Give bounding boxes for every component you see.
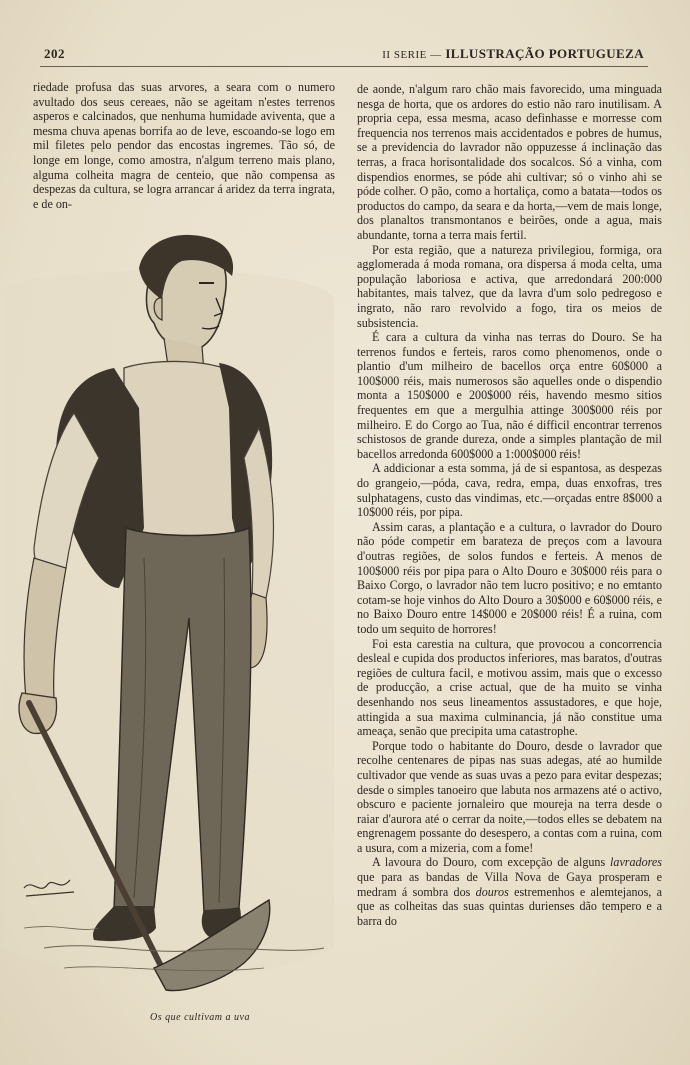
illustration-caption: Os que cultivam a uva (150, 1012, 250, 1023)
paragraph: riedade profusa das suas arvores, a seara com o numero avultado dos seus cereaes, não se ageitam n'estes terrenos asperos e calcinados, que nenhuma humidade aviventa, que a mesma chuva apenas borrifa ao de leve, escoando-se logo em mil filetes pelo pendor das encostas ingremes. Tão só, de longe em longe, como amostra, n'algum terreno mais plano, alguma colheita magra de centeio, que não compensa as despezas da cultura, se logra arrancar á aridez da terra ingrata, e de on- (33, 80, 335, 211)
series-label: II SERIE — (382, 49, 442, 61)
text-run: A lavoura do Douro, com excepção de alguns (372, 855, 611, 870)
running-head (382, 46, 644, 62)
paragraph (357, 855, 662, 928)
paragraph: Por esta região, que a natureza privilegiou, formiga, ora agglomerada á moda romana, ora dispersa á moda celta, uma população laboriosa e activa, que arredondará 200:000 habitantes, mais talvez, que da lavra d'um solo pedregoso e ingrato, não raro revolvido a fogo, tira os meios de subsistencia. (357, 242, 662, 330)
page-number: 202 (44, 46, 65, 61)
paragraph: Assim caras, a plantação e a cultura, o lavrador do Douro não póde competir em barateza de preços com a lavoura d'outras regiões, de solos fundos e ferteis. A menos de 100$000 réis por pipa para o Alto Douro e 30$000 réis para o Baixo Corgo, o lavrador não tem lucro positivo; e no emtanto cotam-se hoje vinhos do Alto Douro a 30$000 e 60$000 réis, e no Baixo Douro entre 14$000 e 20$000 réis! É a ruina, com todo um sequito de horrores! (357, 519, 662, 636)
paragraph: A addicionar a esta somma, já de si espantosa, as despezas do grangeio,—póda, cava, redra, empa, duas enxofras, tres sulphatagens, custo das vindimas, etc.—orçadas entre 8$000 a 10$000 réis, por pipa. (357, 461, 662, 520)
page-header (40, 44, 644, 64)
text-run: estremenhos e alemtejanos, a que as colheitas das suas quintas durienses dão tempero e a barra do (357, 884, 662, 928)
text-run: que para as bandas de Villa Nova de Gaya prosperam e medram á sombra dos (357, 870, 662, 899)
paragraph: É cara a cultura da vinha nas terras do Douro. Se ha terrenos fundos e ferteis, raros como phenomenos, onde o plantio d'um milheiro de bacellos orça entre 60$000 a 100$000 réis, mais numerosos são aquelles onde o dispendio monta a 150$000 e 200$000 réis, havendo mesmo sitios frequentes em que a mergulhia attinge 300$000 réis por milheiro. E do Corgo ao Tua, não é difficil encontrar terrenos schistosos de grande dureza, onde a simples plantação de mil bacellos arredonda 600$000 a 1:000$000 réis! (357, 330, 662, 461)
publication-title: ILLUSTRAÇÃO PORTUGUEZA (445, 46, 644, 61)
right-column (357, 82, 662, 928)
left-column (33, 80, 335, 211)
paragraph: Porque todo o habitante do Douro, desde o lavrador que recolhe centenares de pipas nas suas adegas, até ao humilde cultivador que vende as suas uvas a pezo para evitar despezas; desde o simples tanoeiro que labuta nos armazens até o activo, obscuro e paciente jornaleiro que moureja na terra desde o raiar d'aurora até o cerrar da noite,—todos elles se debatem na engrenagem possante do desespero, a contas com a ruina, com a usura, com a mizeria, com a fome! (357, 738, 662, 855)
vineyard-worker-illustration (4, 228, 344, 1008)
paragraph: de aonde, n'algum raro chão mais favorecido, uma minguada nesga de horta, que os ardores do estio não raro inutilisam. A propria cepa, essa mesma, acaso definhasse e morresse com frequencia nos terrenos mais accidentados e pobres de humus, se a previdencia do lavrador não oppuzesse á inclinação das terras, a fraca horisontalidade dos socalcos. Só a vinha, com dispendios enormes, se póde ahi cultivar; só o vinho ahi se póde colher. O pão, como a hortaliça, como a batata—todos os productos do campo, da seara e da horta,—vem de mais longe, dos planaltos transmontanos e beirões, onde a agua, mais abundante, torna a terra mais fertil. (357, 82, 662, 242)
paragraph: Foi esta carestia na cultura, que provocou a concorrencia desleal e cupida dos productos inferiores, mas baratos, d'outras regiões de cultura facil, e motivou assim, mais que o excesso de producção, a crise actual, que de ha muito se vinha desenhando nos seus lineamentos assustadores, e que hoje, attingida a sua maxima culminancia, já não constitue uma ameaça, senão que precipita uma catastrophe. (357, 636, 662, 739)
emphasis-douros: douros (475, 884, 509, 899)
header-rule (40, 66, 648, 67)
emphasis-lavradores: lavradores (610, 855, 662, 870)
